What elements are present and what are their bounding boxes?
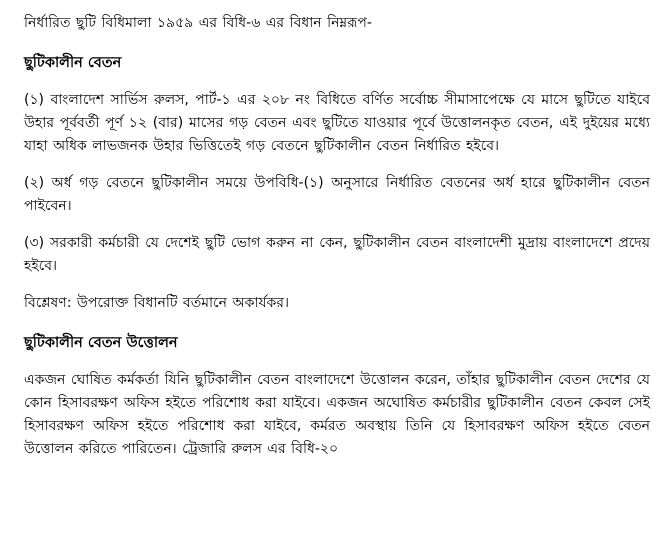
rule-clause-3: (৩) সরকারী কর্মচারী যে দেশেই ছুটি ভোগ করুন না কেন, ছুটিকালীন বেতন বাংলাদেশী মুদ্রায় বাংলাদেশে প্রদেয় হইবে। xyxy=(24,235,650,274)
section-heading-salary-withdrawal: ছুটিকালীন বেতন উত্তোলন xyxy=(24,335,178,351)
spacer xyxy=(24,158,650,172)
section-heading-leave-salary: ছুটিকালীন বেতন xyxy=(24,55,122,71)
spacer xyxy=(24,218,650,232)
spacer xyxy=(24,35,650,52)
intro-line: নির্ধারিত ছুটি বিধিমালা ১৯৫৯ এর বিধি-৬ এর বিধান নিম্নরূপ- xyxy=(24,15,372,31)
spacer xyxy=(24,278,650,292)
rule-clause-1: (১) বাংলাদেশ সার্ভিস রুলস, পার্ট-১ এর ২০৮ নং বিধিতে বর্ণিত সর্বোচ্চ সীমাসাপেক্ষে যে মাসে ছুটিতে যাইবে উহার পূর্ববর্তী পূর্ণ ১২ (বার) মাসের গড় বেতন এবং ছুটিতে যাওয়ার পূর্বে উত্তোলনকৃত বেতন, এই দুইয়ের মধ্যে যাহা অধিক লাভজনক উহার ভিত্তিতেই গড় বেতনে ছুটিকালীন বেতন নির্ধারিত হইবে। xyxy=(24,92,650,154)
spacer xyxy=(24,355,650,369)
withdrawal-paragraph: একজন ঘোষিত কর্মকর্তা যিনি ছুটিকালীন বেতন বাংলাদেশে উত্তোলন করেন, তাঁহার ছুটিকালীন বেতন দেশের যে কোন হিসাবরক্ষণ অফিস হইতে পরিশোধ করা যাইবে। একজন অঘোষিত কর্মচারীর ছুটিকালীন বেতন কেবল সেই হিসাবরক্ষণ অফিস হইতে পরিশোধ করা যাইবে, কর্মরত অবস্থায় তিনি যে হিসাবরক্ষণ অফিস হইতে বেতন উত্তোলন করিতে পারিতেন। ট্রেজারি রুলস এর বিধি-২০ xyxy=(24,372,650,457)
rule-clause-2: (২) অর্ধ গড় বেতনে ছুটিকালীন সময়ে উপবিধি-(১) অনুসারে নির্ধারিত বেতনের অর্ধ হারে ছুটিকালীন বেতন পাইবেন। xyxy=(24,175,650,214)
spacer xyxy=(24,315,650,332)
analysis-note: বিশ্লেষণ: উপরোক্ত বিধানটি বর্তমানে অকার্যকর। xyxy=(24,295,290,311)
document-body xyxy=(24,12,650,461)
spacer xyxy=(24,75,650,89)
